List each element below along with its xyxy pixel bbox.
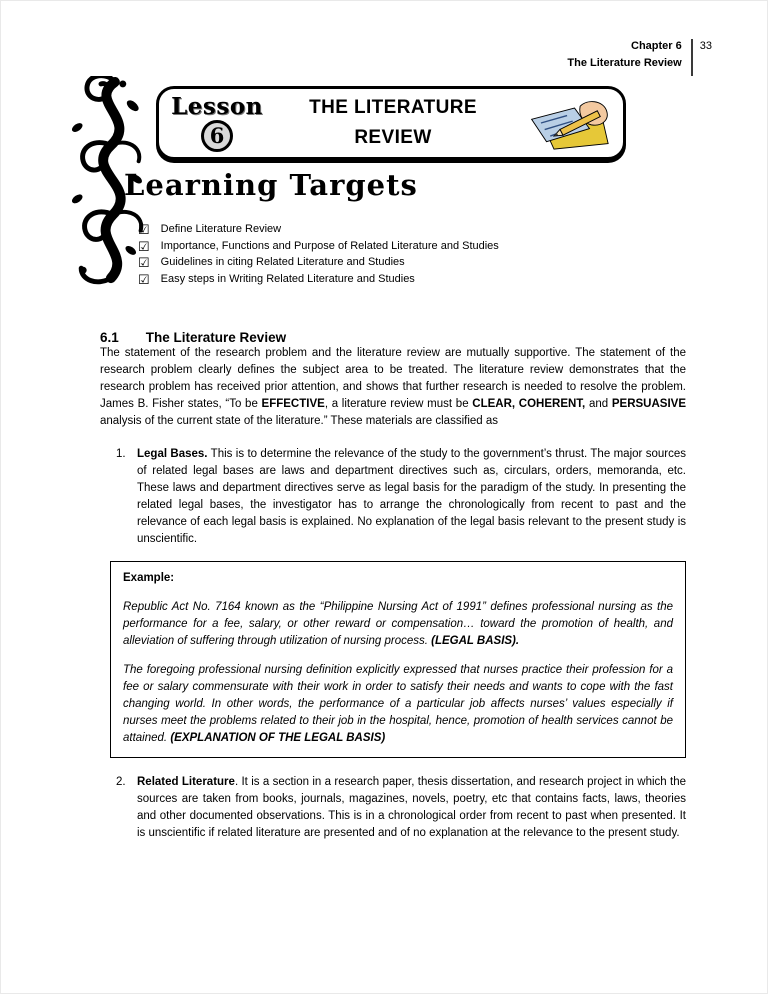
item-text: Legal Bases. This is to determine the relevance of the study to the government’s thrust. The major sources of related legal bases are laws and department directives such as, circulars, orders, memoranda, etc. These laws and department directives serve as legal basis for the paradigm of the study. In presenting the related legal bases, the investigator has to arrange the chronologically from recent to past and the relevance of each legal basis is explained. No explanation of the legal basis relevant to the present study is unscientific. [137,448,686,545]
example-box [110,561,686,758]
lesson-header-area [0,0,768,296]
example-paragraph-2: The foregoing professional nursing definition explicitly expressed that nurses practice their profession for a fee or salary commensurate with their work in order to satisfy their needs and wants to cope with the fast changing world. In other words, the performance of a particular job affects nurses’ values especially if nurses meet the problems related to their job in the hospital, hence, promotion of health services cannot be attained. (EXPLANATION OF THE LEGAL BASIS) [123,664,673,744]
section-heading [100,330,686,345]
chapter-title: The Literature Review [567,57,682,69]
lesson-title [261,93,525,153]
lesson-number: 6 [209,123,225,148]
item-number: 1. [116,448,126,460]
numbered-item-1 [116,446,686,548]
checked-checkbox-icon: ☑ [138,222,150,237]
writing-hand-illustration [525,95,611,151]
checked-checkbox-icon: ☑ [138,255,150,270]
main-content [100,330,686,842]
checked-checkbox-icon: ☑ [138,238,150,254]
learning-target-text: Importance, Functions and Purpose of Related Literature and Studies [160,239,499,252]
example-label: Example: [123,572,175,584]
learning-target-text: Easy steps in Writing Related Literature and Studies [160,272,415,285]
section-title: The Literature Review [145,330,287,345]
lesson-title-line1: THE LITERATURE [309,97,477,118]
learning-target-item [138,239,658,255]
lesson-banner [156,86,626,160]
learning-target-item [138,222,658,238]
learning-target-text: Guidelines in citing Related Literature and Studies [160,256,405,268]
chapter-label: Chapter 6 [631,40,682,52]
lesson-title-line2: REVIEW [354,127,432,148]
page-number: 33 [699,40,712,52]
learning-target-item [138,272,658,288]
learning-targets-heading: Learning Targets [124,168,418,202]
item-text: Related Literature. It is a section in a research paper, thesis dissertation, and research project in which the sources are taken from books, journals, magazines, novels, poetry, etc that contains facts, laws, theories and other documented observations. This is in a chronological order from recent to past when presented. It is unscientific if related literature are presented and of no explanation at the relevance to the present study. [137,776,686,839]
learning-target-text: Define Literature Review [160,223,282,235]
learning-target-item [138,255,658,271]
lesson-badge-block [171,92,263,152]
intro-paragraph: The statement of the research problem and the literature review are mutually supportive. The statement of the research problem clearly defines the subject area to be treated. The literature review demonstrates that the research problem has received prior attention, and shows that further research is needed to resolve the problem. James B. Fisher states, “To be EFFECTIVE, a literature review must be CLEAR, COHERENT, and PERSUASIVE analysis of the current state of the literature.” These materials are classified as [100,347,686,427]
lesson-number-badge [201,120,233,152]
section-number: 6.1 [100,330,119,345]
item-number: 2. [116,776,126,788]
lesson-word: Lesson [171,92,263,120]
checked-checkbox-icon: ☑ [138,271,150,287]
learning-targets-list [138,222,658,288]
numbered-item-2 [116,774,686,842]
example-paragraph-1: Republic Act No. 7164 known as the “Philippine Nursing Act of 1991” defines professional nursing as the performance for a fee, salary, or other reward or compensation… toward the promotion of health, and alleviation of suffering through utilization of nursing process. (LEGAL BASIS). [123,601,673,647]
